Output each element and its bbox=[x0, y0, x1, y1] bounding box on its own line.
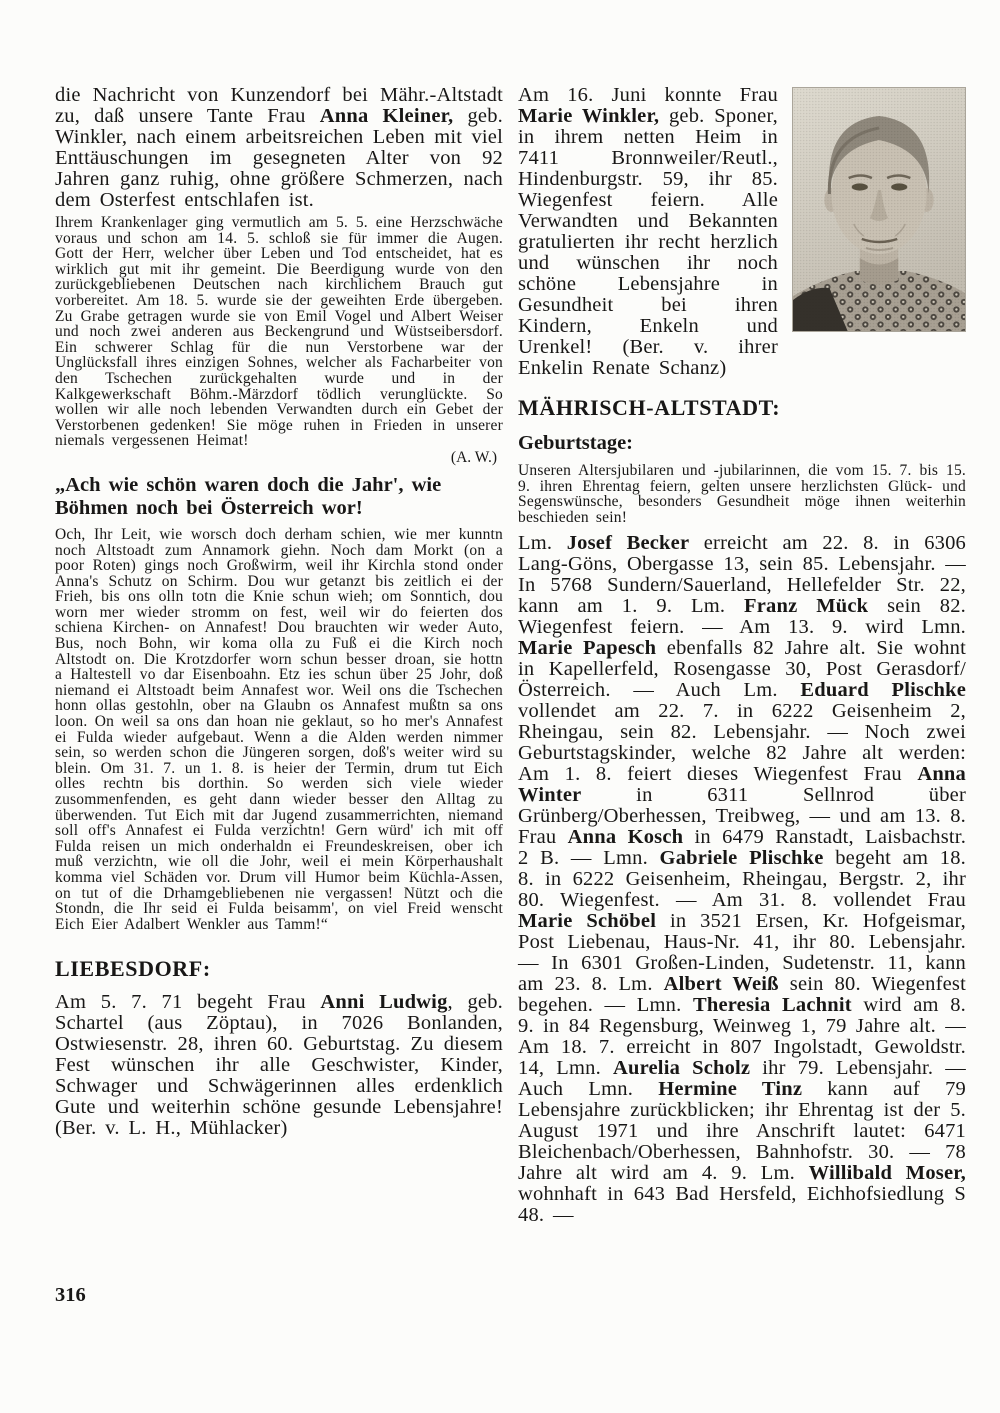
bold-name: „Ach wie schön bbox=[55, 473, 197, 496]
text-run: in 3521 Ersen, Kr. Hofgeismar, Post Liebenau, Haus-Nr. 41, ihr 80. Lebensjahr. — In 6301 Großen-Linden, Sudetenstr. 11, kann am 23. 8. Lm. bbox=[518, 910, 966, 996]
bold-name: Josef Becker bbox=[566, 532, 690, 555]
text-run: Lm. bbox=[518, 532, 567, 555]
text-run: sein 80. Wiegenfest begehen. — Lmn. bbox=[518, 973, 966, 1017]
text-run: Am 5. 7. 71 begeht Frau bbox=[55, 991, 321, 1014]
text-run: kann auf 79 Lebensjahre zurückblicken; ihr Ehrentag ist der 5. August 1971 und ihre Anschrift lautet: 6471 Bleichenbach/Oberhessen, Bahnhofstr. 30. — 78 Jahre alt wird am 4. 9. Lm. bbox=[518, 1078, 966, 1185]
bold-name: Marie Papesch bbox=[518, 637, 657, 660]
text-run: erreicht am 22. 8. in 6306 Lang-Göns, Obergasse 13, sein 85. Lebensjahr. — In 5768 Sundern/Sauerland, Hellefelder Str. 22, kann am 1. 9. Lm. bbox=[518, 532, 966, 618]
bold-name: Anna Winter bbox=[518, 763, 966, 807]
bold-name: Albert Weiß bbox=[663, 973, 779, 996]
page-number: 316 bbox=[55, 1284, 86, 1306]
portrait-photo bbox=[792, 87, 966, 332]
bold-name: Anni Ludwig bbox=[320, 991, 448, 1014]
obituary-lead-paragraph bbox=[55, 85, 503, 211]
bold-name: Marie Schöbel bbox=[518, 910, 657, 933]
text-run: die Nachricht von Kunzendorf bei Mähr.-Altstadt zu, daß unsere Tante Frau bbox=[55, 84, 503, 127]
maehrisch-altstadt-heading: MÄHRISCH-ALTSTADT: bbox=[518, 395, 781, 420]
text-run: wird am 8. 9. in 84 Regensburg, Weinweg 1, 79 Jahre alt. — Am 18. 7. erreicht in 807 Ingolstadt, Gewoldstr. 14, Lmn. bbox=[518, 994, 966, 1080]
text-run: vollendet am 22. 7. in 6222 Geisenheim 2, Rheingau, sein 82. Lebensjahr. — Noch zwei Geburtstagskinder, welche 82 Jahre alt werden: Am 1. 8. feiert dieses Wiegenfest Frau bbox=[518, 700, 966, 786]
text-run: in 6479 Ranstadt, Laisbachstr. 2 B. — Lmn. bbox=[518, 826, 967, 870]
text-run: wohnhaft in 643 Bad Hersfeld, Eichhofsiedlung S 48. — bbox=[518, 1183, 966, 1227]
geburtstage-intro-paragraph: Unseren Altersjubilaren und -jubilarinnen, die vom 15. 7. bis 15. 9. ihren Ehrentag feiern, gelten unsere herzlichsten Glück- und Segenswünsche, besonders Gesundheit möge ihnen weiterhin beschieden sein! bbox=[518, 462, 966, 526]
left-column bbox=[55, 85, 503, 1139]
bold-name: Anna Kleiner, bbox=[319, 105, 454, 127]
liebesdorf-heading: LIEBESDORF: bbox=[55, 956, 211, 982]
liebesdorf-article bbox=[55, 956, 503, 1139]
geburtstage-list-paragraph bbox=[518, 533, 966, 1226]
obituary-article bbox=[55, 85, 503, 466]
bold-name: Eduard Plischke bbox=[800, 679, 966, 702]
annafest-article bbox=[55, 474, 503, 932]
maehrisch-altstadt-section bbox=[518, 395, 966, 1226]
text-run: , geb. Schartel (aus Zöptau), in 7026 Bonlanden, Ostwiesenstr. 28, ihren 60. Geburtstag. Zu diesem Fest wünschen ihr alle Geschwister, Kinder, Schwager und Schwägerinnen alles erdenklich Gute und weiterhin schöne gesunde Lebensjahre! (Ber. v. L. H., Mühlacker) bbox=[55, 991, 503, 1140]
bold-name: Franz Mück bbox=[744, 595, 869, 618]
bold-name: Aurelia Scholz bbox=[612, 1057, 751, 1080]
right-column bbox=[518, 85, 966, 1226]
text-run: waren doch die Jahr', wie Böhmen noch bei Österreich wor! bbox=[55, 473, 442, 520]
bold-name: Gabriele Plischke bbox=[659, 847, 824, 870]
bold-name: Theresia Lachnit bbox=[692, 994, 852, 1017]
liebesdorf-paragraph bbox=[55, 992, 503, 1139]
bold-name: Anna Kosch bbox=[567, 826, 684, 849]
annafest-body-paragraph: Och, Ihr Leit, wie worsch doch derham schien, wie mer kunntn noch Altstoadt zum Annamork giehn. Noch dam Morkt (on a poor Roten) gings noch Großwirm, weil ihr Kirchla stond onder Anna's Schutz on Schirm. Dou wur getanzt bis zeitlich ei der Frieh, bis ons olln totn die Knie schun wieh; om Sonntich, dou worn mer wieder stromm on fest, weil wir do feierten dos schiena Kirchen- on Annafest! Dou brauchten wir weder Auto, Bus, noch Bohn, wir koma olla zu Fuß ei die Kirch noch Altstodt on. Die Krotzdorfer worn schun besser droan, sie hottn a Haltestell vo dar Eisenboahn. Etz ies schun über 25 Johr, doß niemand ei Altstoadt beim Annafest wor. Weil ons die Tschechen honn ollas gestohln, ober na Glaubn os Annafest mußtn sa ons loon. On weil sa ons dan hoan nie geklaut, so ho mer's Annafest ei Fulda wieder aufgebaut. Wenn a die Alden werden nimmer sein, so werden schon die Jüngeren sorgen, doß's weiter wird su blein. Om 31. 7. un 1. 8. is heier der Termin, drum tut Eich olles rechtn bis dorthin. So werden sich viele wieder zusommenfenden, es geht dann wieder besser den Alltag zu überwenden. Tut Eich mit dar Jugend zusammerrichten, niemand soll off's Annafest ei Fulda verzichtn! Gern würd' ich mit off Fulda reisen un mich onderhaldn ei Freundeskreisen, ober ich muß verzichtn, wie oll die Johr, weil ei mein Körperhaushalt komma viel Schäden vor. Drum vill Humor beim Küchla-Assen, on tut of die Drhamgebliebenen nie vergassen! Nützt och die Stondn, die Ihr seid ei Fulda beisamm', on viel Freid wenscht Eich Eier Adalbert Wenkler aus Tamm!“ bbox=[55, 525, 503, 933]
text-run: in 6311 Sellnrod über Grünberg/Oberhessen, Treibweg, — und am 13. 8. Frau bbox=[518, 784, 966, 849]
text-run: begeht am 18. 8. in 6222 Geisenheim, Rheingau, Bergstr. 2, ihr 80. Wiegenfest. — Am 31. 8. vollendet Frau bbox=[518, 847, 966, 912]
text-run: Am 16. Juni konnte Frau bbox=[518, 84, 778, 106]
bold-name: Marie Winkler, bbox=[518, 105, 660, 127]
geburtstage-subheading: Geburtstage: bbox=[518, 432, 634, 454]
text-run: ebenfalls 82 Jahre alt. Sie wohnt in Kapellerfeld, Rosengasse 30, Post Gerasdorf/Österreich. — Auch Lm. bbox=[518, 637, 967, 702]
text-run: sein 82. Wiegenfest feiern. — Am 13. 9. wird Lmn. bbox=[518, 595, 966, 639]
annafest-heading bbox=[55, 474, 503, 521]
text-run: geb. Winkler, nach einem arbeitsreichen Leben mit viel Enttäuschungen im gesegneten Alter von 92 Jahren ganz ruhig, ohne größere Schmerzen, nach dem Osterfest entschlafen ist. bbox=[55, 105, 504, 211]
winkler-article bbox=[518, 85, 966, 379]
bold-name: Willibald Moser, bbox=[808, 1162, 966, 1185]
obituary-byline: (A. W.) bbox=[450, 448, 497, 466]
text-run: ihr 79. Lebensjahr. — Auch Lmn. bbox=[518, 1057, 966, 1101]
bold-name: Hermine Tinz bbox=[658, 1078, 803, 1101]
text-run: geb. Sponer, in ihrem netten Heim in 7411 Bronnweiler/Reutl., Hindenburgstr. 59, ihr 85. Wiegenfest feiern. Alle Verwandten und Bekannten gratulierten ihr recht herzlich und wünschen ihr noch schöne Lebensjahre in Gesundheit bei ihren Kindern, Enkeln und Urenkel! (Ber. v. ihrer Enkelin Renate Schanz) bbox=[518, 105, 778, 379]
obituary-details-paragraph: Ihrem Krankenlager ging vermutlich am 5. 5. eine Herzschwäche voraus und schon am 14. 5. schloß sie für immer die Augen. Gott der Herr, welcher über Leben und Tod entscheidet, hat es wirklich gut mit ihr gemeint. Die Beerdigung wurde von den zurückgebliebenen Deutschen nach kirchlichem Brauch gut vorbereitet. Am 18. 5. wurde sie der geweihten Erde übergeben. Zu Grabe getragen wurde sie von Emil Vogel und Albert Weiser und noch zwei anderen aus Beckengrund und Wüstseibersdorf. Ein schwerer Schlag für die nun Verstorbene war der Unglücksfall ihres einzigen Sohnes, welcher als Facharbeiter von den Tschechen zurückgehalten wurde und in der Kalkgewerkschaft Böhm.-Märzdorf tödlich verunglückte. So wollen wir alle noch lebenden Verwandten durch ein Gebet der Verstorbenen gedenken! Sie möge ruhen in Frieden in unserer niemals vergessenen Heimat! bbox=[55, 214, 503, 450]
